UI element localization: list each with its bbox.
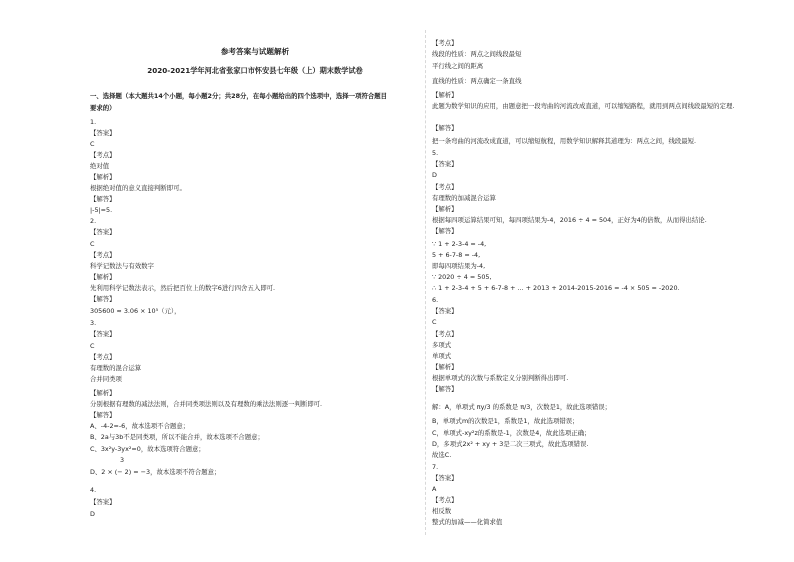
right-text-line: 单项式: [432, 352, 452, 360]
left-text-line: 【考点】: [90, 353, 116, 361]
left-text-line: 【答案】: [90, 498, 116, 506]
right-text-line: C，单项式-xy²z的系数是-1，次数是4，故此选项正确；: [432, 429, 591, 437]
left-text-line: D、2 × (− 2) = −3，故本选项不符合题意；: [90, 468, 221, 476]
right-text-line: 线段的性质：两点之间线段最短: [432, 50, 522, 58]
left-text-line: 根据绝对值的意义直接判断即可。: [90, 184, 186, 192]
left-text-line: A、-4-2=-6，故本选项不合题意；: [90, 422, 190, 430]
doc-title: 参考答案与试题解析: [220, 47, 290, 56]
right-text-line: 6.: [432, 296, 439, 304]
right-text-line: 相反数: [432, 507, 452, 515]
left-text-line: B、2a与3b不是同类项，所以不能合并，故本选项不合题意；: [90, 433, 264, 441]
right-text-line: 【解答】: [432, 227, 458, 235]
right-text-line: 解：A，单项式 πy/3 的系数是 π/3，次数是1，故此选项错误；: [432, 403, 612, 411]
left-text-line: 【答案】: [90, 228, 116, 236]
left-text-line: 【解析】: [90, 173, 116, 181]
right-text-line: 平行线之间的距离: [432, 62, 484, 70]
left-text-line: 【解答】: [90, 295, 116, 303]
left-text-line: 1.: [90, 118, 97, 126]
left-text-line: 先利用科学记数法表示，然后把百位上的数字6进行四舍五入即可.: [90, 284, 276, 292]
right-text-line: 【答案】: [432, 474, 458, 482]
left-text-line: 【考点】: [90, 251, 116, 259]
right-text-line: 5.: [432, 149, 439, 157]
left-text-line: C: [90, 240, 95, 248]
left-text-line: 【答案】: [90, 330, 116, 338]
right-text-line: 【考点】: [432, 39, 458, 47]
left-text-line: 【解析】: [90, 389, 116, 397]
left-text-line: 合并同类项: [90, 375, 122, 383]
left-text-line: D: [90, 510, 95, 518]
left-text-line: 4.: [90, 486, 97, 494]
left-text-line: |-5|=5.: [90, 206, 113, 214]
right-text-line: 【解析】: [432, 363, 458, 371]
right-text-line: ∴ 1 + 2-3-4 + 5 + 6-7-8 + ... + 2013 + 2014-2015-2016 = -4 × 505 = -2020.: [432, 284, 680, 292]
left-text-line: C: [90, 140, 95, 148]
right-text-line: D，多项式2x² + xy + 3是二次三项式，故此选项错误.: [432, 440, 589, 448]
right-text-line: C: [432, 318, 437, 326]
doc-subtitle: 2020-2021学年河北省张家口市怀安县七年级（上）期末数学试卷: [147, 66, 363, 75]
left-text-line: 【解析】: [90, 273, 116, 281]
left-text-line: C、3x²y-3yx²=0，故本选项符合题意；: [90, 445, 205, 453]
right-text-line: ∵ 2020 ÷ 4 = 505,: [432, 273, 492, 281]
left-text-line: 【解答】: [90, 195, 116, 203]
right-text-line: B，单项式m的次数是1，系数是1，故此选项错误；: [432, 417, 579, 425]
right-text-line: 【答案】: [432, 160, 458, 168]
right-text-line: 【考点】: [432, 183, 458, 191]
right-text-line: 【考点】: [432, 330, 458, 338]
right-text-line: 【解答】: [432, 124, 458, 132]
right-text-line: 5 + 6-7-8 = -4,: [432, 251, 481, 259]
left-text-line: 有理数的混合运算: [90, 364, 142, 372]
right-text-line: 【解答】: [432, 385, 458, 393]
right-text-line: 此题为数学知识的应用，由题意把一段弯曲的河流改成直道，可以缩短路程，就用到两点间线段最短的定理.: [432, 102, 735, 110]
left-text-line: 【答案】: [90, 129, 116, 137]
right-text-line: 把一条弯曲的河流改成直道，可以缩短航程，用数学知识解释其道理为：两点之间，线段最短.: [432, 137, 697, 145]
left-text-line: 绝对值: [90, 162, 110, 170]
right-text-line: 直线的性质：两点确定一条直线: [432, 77, 522, 85]
right-text-line: 根据每四项运算结果可知，每四项结果为-4，2016 ÷ 4 = 504，正好为4的倍数，从而得出结论.: [432, 216, 707, 224]
left-text-line: C: [90, 342, 95, 350]
left-text-line: 分别根据有理数的减法法则，合并同类项法则以及有理数的乘法法则逐一判断即可.: [90, 400, 323, 408]
right-text-line: 多项式: [432, 341, 452, 349]
right-text-line: ∵ 1 + 2-3-4 = -4,: [432, 240, 487, 248]
right-text-line: 整式的加减——化简求值: [432, 518, 503, 526]
right-text-line: 即每四项结果为-4,: [432, 262, 486, 270]
right-text-line: 故选C.: [432, 451, 452, 459]
right-text-line: 【答案】: [432, 307, 458, 315]
right-text-line: D: [432, 171, 437, 179]
right-text-line: 【解析】: [432, 205, 458, 213]
left-text-line: 一、选择题（本大题共14个小题，每小题2分；共28分，在每小题给出的四个选项中，选择一项符合题目: [90, 92, 388, 100]
right-text-line: 7.: [432, 463, 439, 471]
left-text-line: 3: [120, 456, 125, 464]
right-text-line: A: [432, 485, 437, 493]
left-text-line: 305600 ≈ 3.06 × 10⁵（元），: [90, 307, 181, 315]
left-text-line: 要求的）: [90, 104, 116, 112]
left-text-line: 【解答】: [90, 411, 116, 419]
right-text-line: 有理数的加减混合运算: [432, 194, 496, 202]
right-text-line: 【考点】: [432, 496, 458, 504]
left-text-line: 2.: [90, 217, 97, 225]
left-text-line: 3.: [90, 319, 97, 327]
right-text-line: 根据单项式的次数与系数定义分别判断得出即可.: [432, 374, 569, 382]
right-text-line: 【解析】: [432, 91, 458, 99]
column-divider: [425, 30, 426, 535]
left-text-line: 【考点】: [90, 151, 116, 159]
left-text-line: 科学记数法与有效数字: [90, 262, 154, 270]
